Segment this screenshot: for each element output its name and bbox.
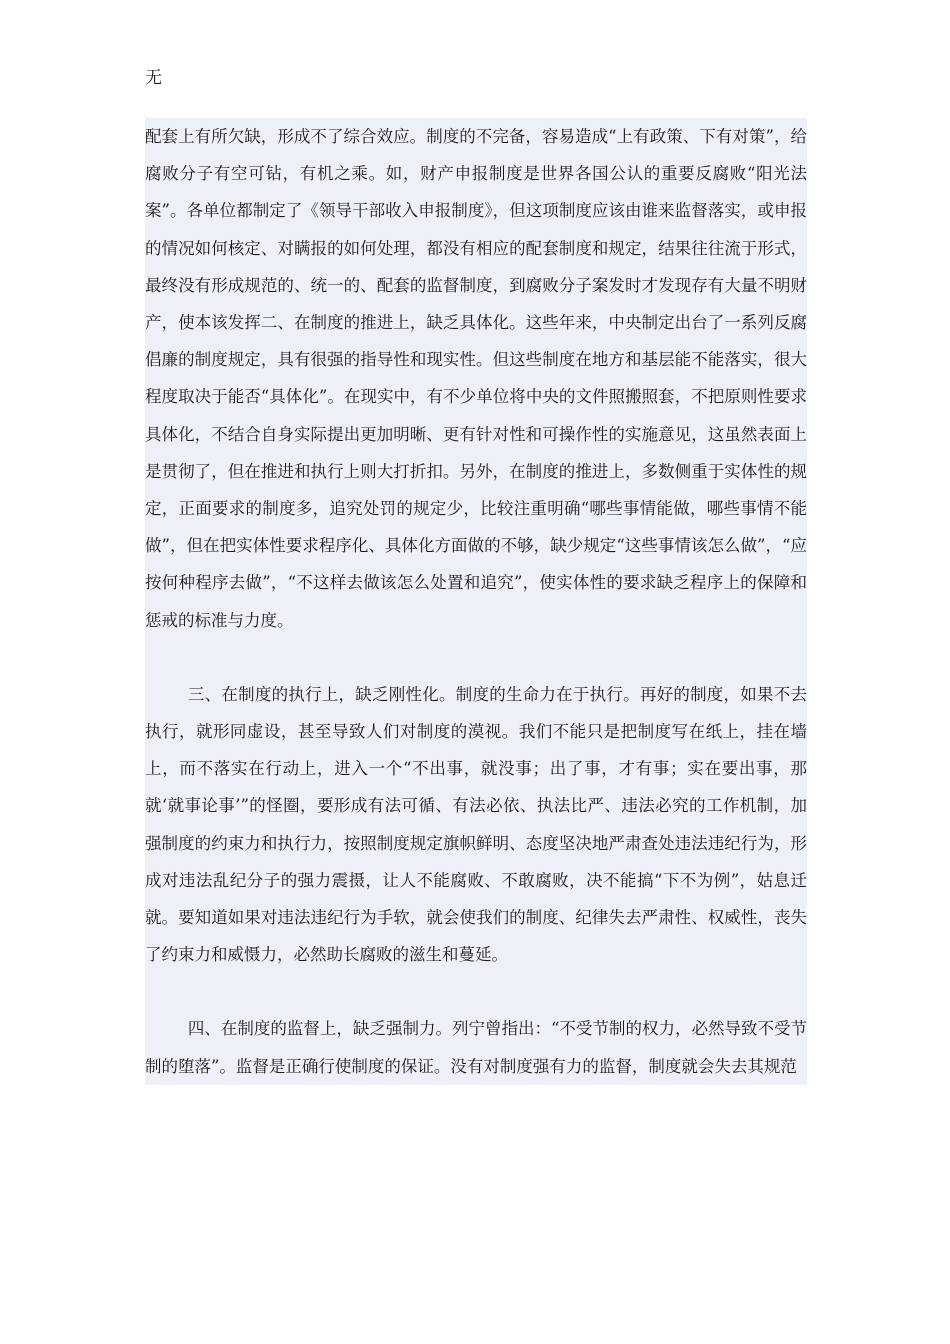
paragraph-gap (145, 973, 807, 1010)
document-body (145, 118, 807, 1085)
paragraph-2: 三、在制度的执行上，缺乏刚性化。制度的生命力在于执行。再好的制度，如果不去执行，就形同虚设，甚至导致人们对制度的漠视。我们不能只是把制度写在纸上，挂在墙上，而不落实在行动上，进入一个“不出事，就没事；出了事，才有事；实在要出事，那就‘就事论事’”的怪圈，要形成有法可循、有法必依、执法比严、违法必究的工作机制，加强制度的约束力和执行力，按照制度规定旗帜鲜明、态度坚决地严肃查处违法违纪行为，形成对违法乱纪分子的强力震摄，让人不能腐败、不敢腐败，决不能搞“下不为例”，姑息迁就。要知道如果对违法违纪行为手软，就会使我们的制度、纪律失去严肃性、权威性，丧失了约束力和威慑力，必然助长腐败的滋生和蔓延。 (145, 684, 807, 965)
paragraph-gap (145, 639, 807, 676)
paragraph-3: 四、在制度的监督上，缺乏强制力。列宁曾指出：“不受节制的权力，必然导致不受节制的堕落”。监督是正确行使制度的保证。没有对制度强有力的监督，制度就会失去其规范 (145, 1019, 807, 1076)
paragraph-1: 配套上有所欠缺，形成不了综合效应。制度的不完备，容易造成“上有政策、下有对策”，给腐败分子有空可钻，有机之乘。如，财产申报制度是世界各国公认的重要反腐败“阳光法案”。各单位都制定了《领导干部收入申报制度》，但这项制度应该由谁来监督落实，或申报的情况如何核定、对瞒报的如何处理，都没有相应的配套制度和规定，结果往往流于形式，最终没有形成规范的、统一的、配套的监督制度，到腐败分子案发时才发现存有大量不明财产，使本该发挥二、在制度的推进上，缺乏具体化。这些年来，中央制定出台了一系列反腐倡廉的制度规定，具有很强的指导性和现实性。但这些制度在地方和基层能不能落实，很大程度取决于能否“具体化”。在现实中，有不少单位将中央的文件照搬照套，不把原则性要求具体化，不结合自身实际提出更加明晰、更有针对性和可操作性的实施意见，这虽然表面上是贯彻了，但在推进和执行上则大打折扣。另外，在制度的推进上，多数侧重于实体性的规定，正面要求的制度多，追究处罚的规定少，比较注重明确“哪些事情能做，哪些事情不能做”，但在把实体性要求程序化、具体化方面做的不够，缺少规定“这些事情该怎么做”，“应按何种程序去做”，“不这样去做该怎么处置和追究”，使实体性的要求缺乏程序上的保障和惩戒的标准与力度。 (145, 127, 807, 630)
page-header-mark: 无 (145, 68, 162, 88)
